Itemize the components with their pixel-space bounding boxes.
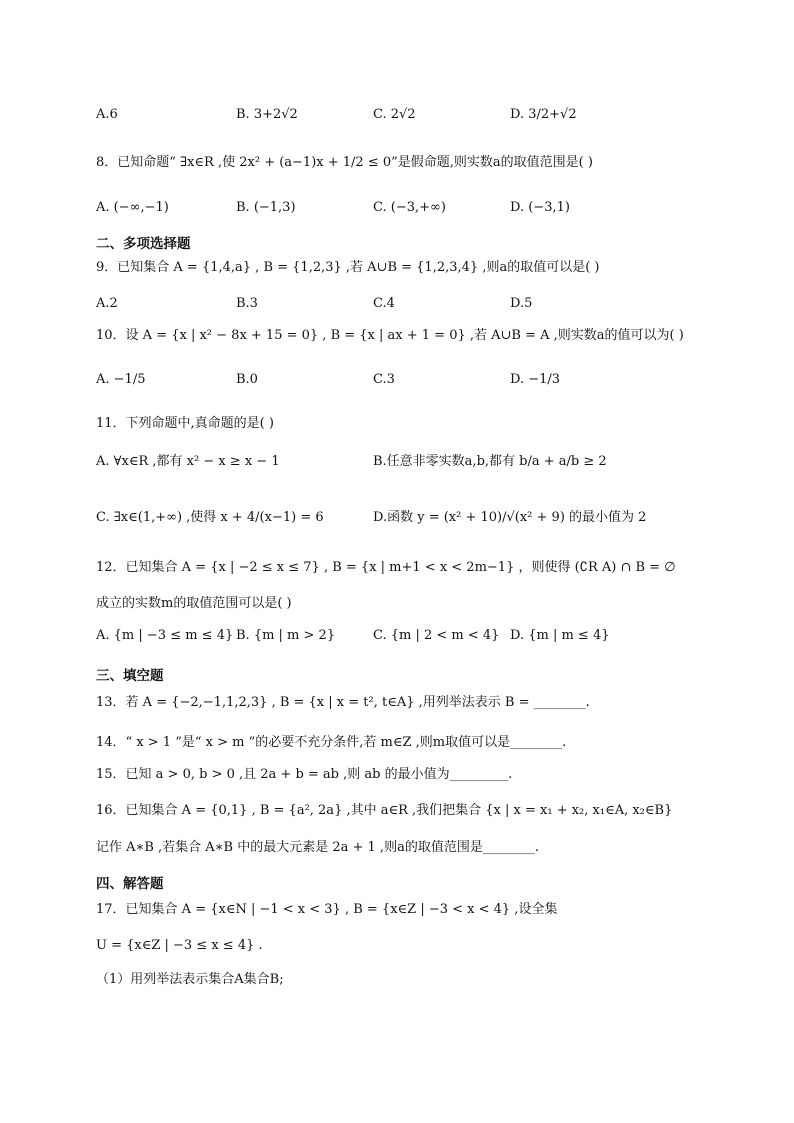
q13-stem: 13．若 A = {−2,−1,1,2,3} , B = {x | x = t², t∈A} ,用列举法表示 B = ________. [96, 695, 590, 710]
q8-option-a: A. (−∞,−1) [96, 200, 169, 215]
q8-stem: 8．已知命题“ ∃x∈R ,使 2x² + (a−1)x + 1/2 ≤ 0”是假命题,则实数a的取值范围是( ) [96, 155, 593, 170]
section-heading-fill-in: 三、填空题 [96, 668, 164, 684]
q9-option-b: B.3 [236, 296, 258, 311]
q8-option-d: D. (−3,1) [510, 200, 570, 215]
q10-option-d: D. −1/3 [510, 372, 561, 387]
q10-option-a: A. −1/5 [96, 372, 146, 387]
q12-option-c: C. {m | 2 < m < 4} [373, 628, 500, 643]
section-heading-multiple-choice: 二、多项选择题 [96, 236, 191, 252]
q12-stem: 12．已知集合 A = {x | −2 ≤ x ≤ 7} , B = {x | m+1 < x < 2m−1} ，则使得 (∁R A) ∩ B = ∅ [96, 560, 676, 575]
q10-stem: 10．设 A = {x | x² − 8x + 15 = 0} , B = {x | ax + 1 = 0} ,若 A∪B = A ,则实数a的值可以为( ) [96, 328, 684, 343]
q11-option-d: D.函数 y = (x² + 10)/√(x² + 9) 的最小值为 2 [373, 510, 647, 525]
q17-stem-continued: U = {x∈Z | −3 ≤ x ≤ 4} . [96, 938, 263, 953]
q7-option-a: A.6 [96, 107, 118, 122]
q7-option-d: D. 3/2+√2 [510, 107, 577, 122]
q11-option-c: C. ∃x∈(1,+∞) ,使得 x + 4/(x−1) = 6 [96, 510, 324, 525]
q9-stem: 9．已知集合 A = {1,4,a} , B = {1,2,3} ,若 A∪B = {1,2,3,4} ,则a的取值可以是( ) [96, 260, 600, 275]
q16-stem: 16．已知集合 A = {0,1} , B = {a², 2a} ,其中 a∈R ,我们把集合 {x | x = x₁ + x₂, x₁∈A, x₂∈B} [96, 803, 673, 818]
q11-option-b: B.任意非零实数a,b,都有 b/a + a/b ≥ 2 [373, 454, 607, 469]
q9-option-a: A.2 [96, 296, 118, 311]
q12-option-d: D. {m | m ≤ 4} [510, 628, 610, 643]
q12-option-a: A. {m | −3 ≤ m ≤ 4} [96, 628, 234, 643]
q17-stem: 17．已知集合 A = {x∈N | −1 < x < 3} , B = {x∈Z | −3 < x < 4} ,设全集 [96, 902, 558, 917]
q16-stem-continued: 记作 A∗B ,若集合 A∗B 中的最大元素是 2a + 1 ,则a的取值范围是________. [96, 840, 539, 855]
q7-option-c: C. 2√2 [373, 107, 416, 122]
q12-stem-continued: 成立的实数m的取值范围可以是( ) [96, 596, 292, 611]
q8-option-c: C. (−3,+∞) [373, 200, 446, 215]
q10-option-c: C.3 [373, 372, 395, 387]
q7-option-b: B. 3+2√2 [236, 107, 298, 122]
q15-stem: 15．已知 a > 0, b > 0 ,且 2a + b = ab ,则 ab 的最小值为_________. [96, 767, 513, 782]
q9-option-d: D.5 [510, 296, 533, 311]
section-heading-solutions: 四、解答题 [96, 876, 164, 892]
q11-option-a: A. ∀x∈R ,都有 x² − x ≥ x − 1 [96, 454, 280, 469]
q14-stem: 14．“ x > 1 ”是“ x > m ”的必要不充分条件,若 m∈Z ,则m取值可以是________. [96, 735, 567, 750]
q10-option-b: B.0 [236, 372, 258, 387]
q12-option-b: B. {m | m > 2} [236, 628, 336, 643]
q17-part-1: （1）用列举法表示集合A集合B; [96, 972, 284, 987]
q9-option-c: C.4 [373, 296, 395, 311]
q11-stem: 11．下列命题中,真命题的是( ) [96, 416, 274, 431]
q8-option-b: B. (−1,3) [236, 200, 296, 215]
